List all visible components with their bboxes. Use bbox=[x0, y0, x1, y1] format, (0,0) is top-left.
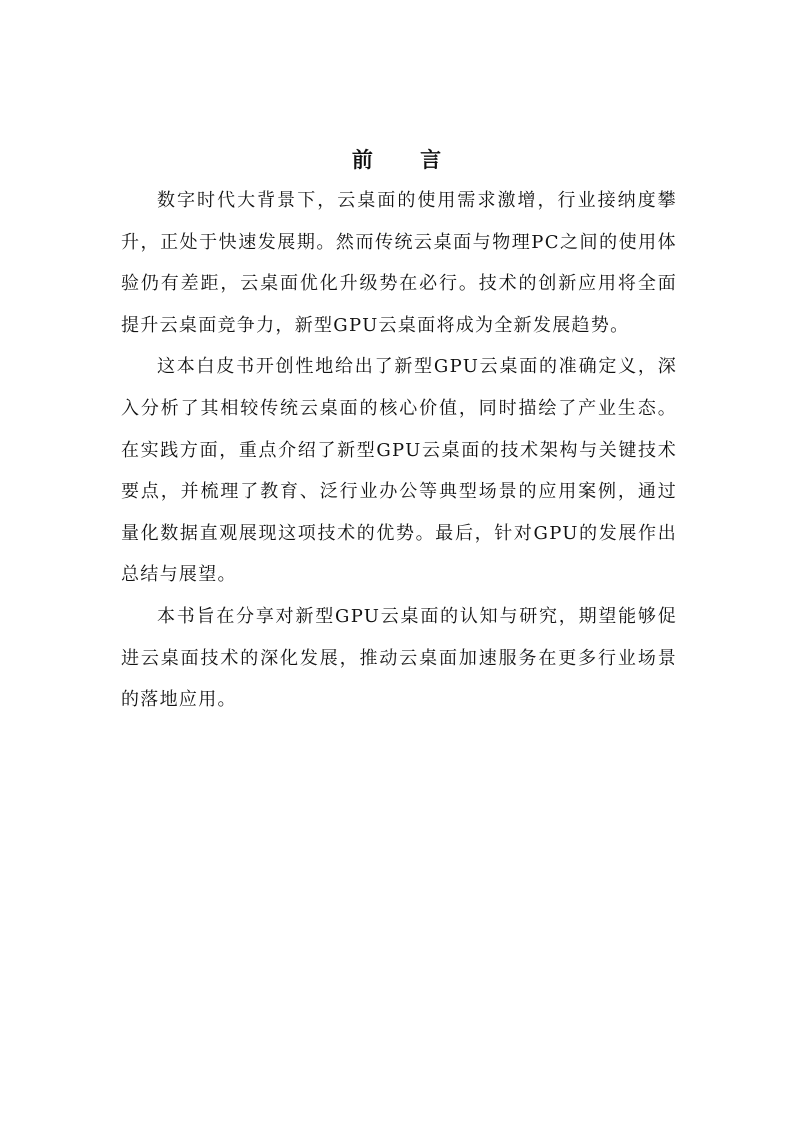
paragraph-3: 本书旨在分享对新型GPU云桌面的认知与研究，期望能够促进云桌面技术的深化发展，推动云桌面加速服务在更多行业场景的落地应用。 bbox=[121, 605, 677, 711]
paragraph-1: 数字时代大背景下，云桌面的使用需求激增，行业接纳度攀升，正处于快速发展期。然而传统云桌面与物理PC之间的使用体验仍有差距，云桌面优化升级势在必行。技术的创新应用将全面提升云桌面竞争力，新型GPU云桌面将成为全新发展趋势。 bbox=[121, 190, 677, 336]
preface-body bbox=[121, 180, 677, 721]
page-title: 前 言 bbox=[351, 147, 462, 172]
paragraph-2: 这本白皮书开创性地给出了新型GPU云桌面的准确定义，深入分析了其相较传统云桌面的核心价值，同时描绘了产业生态。在实践方面，重点介绍了新型GPU云桌面的技术架构与关键技术要点，并梳理了教育、泛行业办公等典型场景的应用案例，通过量化数据直观展现这项技术的优势。最后，针对GPU的发展作出总结与展望。 bbox=[121, 356, 677, 586]
